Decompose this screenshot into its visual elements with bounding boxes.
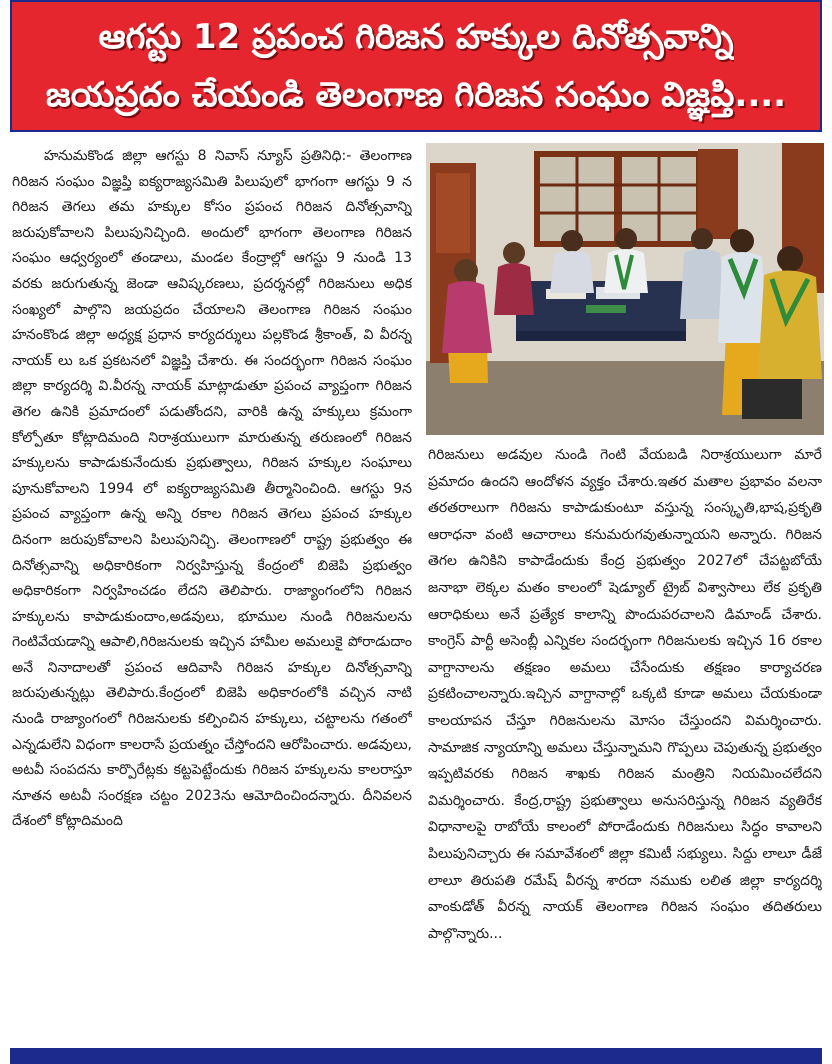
headline-line-1: ఆగస్టు 12 ప్రపంచ గిరిజన హక్కుల దినోత్సవాన్ని — [98, 17, 734, 57]
footer-band — [10, 1048, 822, 1064]
article-left-text: హనుమకొండ జిల్లా ఆగస్టు 8 నివాస్ న్యూస్ ప్రతినిధి:- తెలంగాణ గిరిజన సంఘం విజ్ఞప్తి ఐక్యరాజ్యసమితి పిలుపులో భాగంగా ఆగస్టు 9 న గిరిజన తెగలు తమ హక్కుల కోసం ప్రపంచ గిరిజన దినోత్సవాన్ని జరుపుకోవాలని పిలుపునిచ్చింది. అందులో భాగంగా తెలంగాణ గిరిజన సంఘం ఆధ్వర్యంలో తండాలు, మండల కేంద్రాల్లో ఆగస్టు 9 నుండి 13 వరకు జరుగుతున్న జెండా ఆవిష్కరణలు, ప్రదర్శనల్లో గిరిజనులు అధిక సంఖ్యలో పాల్గొని జయప్రదం చేయాలని తెలంగాణ గిరిజన సంఘం హనంకొండ జిల్లా అధ్యక్ష ప్రధాన కార్యదర్శులు పల్లకొండ శ్రీకాంత్, వి వీరన్న నాయక్ లు ఒక ప్రకటనలో విజ్ఞప్తి చేశారు. ఈ సందర్భంగా గిరిజన సంఘం జిల్లా కార్యదర్శి వి.వీరన్న నాయక్ మాట్లాడుతూ ప్రపంచ వ్యాప్తంగా గిరిజన తెగల ఉనికి ప్రమాదంలో పడుతోందని, వారికి ఉన్న హక్కులు క్రమంగా కోల్పోతూ కోట్లాదిమంది నిరాశ్రయులుగా మారుతున్న తరుణంలో గిరిజన హక్కులను కాపాడుకునేందుకు ప్రభుత్వాలు, గిరిజన హక్కుల సంఘాలు పూనుకోవాలని 1994 లో ఐక్యరాజ్యసమితి తీర్మానించింది. ఆగస్టు 9న ప్రపంచ వ్యాప్తంగా ఉన్న అన్ని రకాల గిరిజన తెగలు ప్రపంచ హక్కుల దినంగా జరుపుకోవాలని పిలుపునిచ్చి. తెలంగాణలో రాష్ట్ర ప్రభుత్వం ఈ దినోత్సవాన్ని అధికారికంగా నిర్వహిస్తున్న కేంద్రంలో బిజెపి ప్రభుత్వం అధికారికంగా నిర్వహించడం లేదని తెలిపారు. రాజ్యాంగంలోని గిరిజన హక్కులను కాపాడుకుందాం,అడవులు, భూముల నుండి గిరిజనులను గెంటివేయడాన్ని ఆపాలి,గిరిజనులకు ఇచ్చిన హామీల అమలుకై పోరాడుదాం అనే నినాదాలతో ప్రపంచ ఆదివాసి గిరిజన హక్కుల దినోత్సవాన్ని జరుపుతున్నట్లు తెలిపారు.కేంద్రంలో బిజెపి అధికారంలోకి వచ్చిన నాటి నుండి రాజ్యాంగంలో గిరిజనులకు కల్పించిన హక్కులు, చట్టాలను గతంలో ఎన్నడులేని విధంగా కాలరాసే ప్రయత్నం చేస్తోందని ఆరోపించారు. అడవులు, అటవీ సంపదను కార్పొరేట్లకు కట్టపెట్టేందుకు గిరిజన హక్కులను కాలరాస్తూ నూతన అటవీ సంరక్షణ చట్టం 2023ను ఆమోదించిందన్నారు. దీనివలన దేశంలో కోట్లాదిమంది — [12, 148, 412, 830]
meeting-room-illustration — [426, 143, 824, 435]
article-right-column — [428, 442, 822, 1038]
headline-line-2: జయప్రదం చేయండి తెలంగాణ గిరిజన సంఘం విజ్ఞప్తి.... — [45, 75, 787, 115]
article-left-column — [12, 144, 412, 1040]
headline-banner — [10, 0, 822, 132]
article-right-text: గిరిజనులు అడవుల నుండి గెంటి వేయబడి నిరాశ్రయులుగా మారే ప్రమాదం ఉందని ఆందోళన వ్యక్తం చేశారు.ఇతర మతాల ప్రభావం వలనా తరతరాలుగా గిరిజను కాపాడుకుంటూ వస్తున్న సంస్కృతి,భాష,ప్రకృతి ఆరాధనా వంటి ఆచారాలు కనుమరుగవుతున్నాయని అన్నారు. గిరిజన తెగల ఉనికిని కాపాడేందుకు కేంద్ర ప్రభుత్వం 2027లో చేపట్టబోయే జనాభా లెక్కల మతం కాలంలో షెడ్యూల్ ట్రైబ్ విశ్వాసాలు లేక ప్రకృతి ఆరాధికులు అనే ప్రత్యేక కాలాన్ని పొందుపరచాలని డిమాండ్ చేశారు. కాంగ్రెస్ పార్టీ అసెంబ్లీ ఎన్నికల సందర్భంగా గిరిజనులకు ఇచ్చిన 16 రకాల వాగ్దానాలను తక్షణం అమలు చేసేందుకు తక్షణం కార్యాచరణ ప్రకటించాలన్నారు.ఇచ్చిన వాగ్దానాల్లో ఒక్కటి కూడా అమలు చేయకుండా కాలయాపన చేస్తూ గిరిజనులను మోసం చేస్తుందని విమర్శించారు. సామాజిక న్యాయాన్ని అమలు చేస్తున్నామని గొప్పలు చెపుతున్న ప్రభుత్వం ఇప్పటివరకు గిరిజన శాఖకు గిరిజన మంత్రిని నియమించలేదని విమర్శించారు. కేంద్ర,రాష్ట్ర ప్రభుత్వాలు అనుసరిస్తున్న గిరిజన వ్యతిరేక విధానాలపై రాబోయే కాలంలో పోరాడేందుకు గిరిజనులు సిద్ధం కావాలని పిలుపునిచ్చారు ఈ సమావేశంలో జిల్లా కమిటీ సభ్యులు. సిద్దు లాలూ డీజే లాలూ తిరుపతి రమేష్ వీరన్న శారదా నముకు లలిత జిల్లా కార్యదర్శి వాంకుడోత్ వీరన్న నాయక్ తెలంగాణ గిరిజన సంఘం తదితరులు పాల్గొన్నారు... — [428, 447, 822, 942]
meeting-photo — [426, 143, 824, 435]
